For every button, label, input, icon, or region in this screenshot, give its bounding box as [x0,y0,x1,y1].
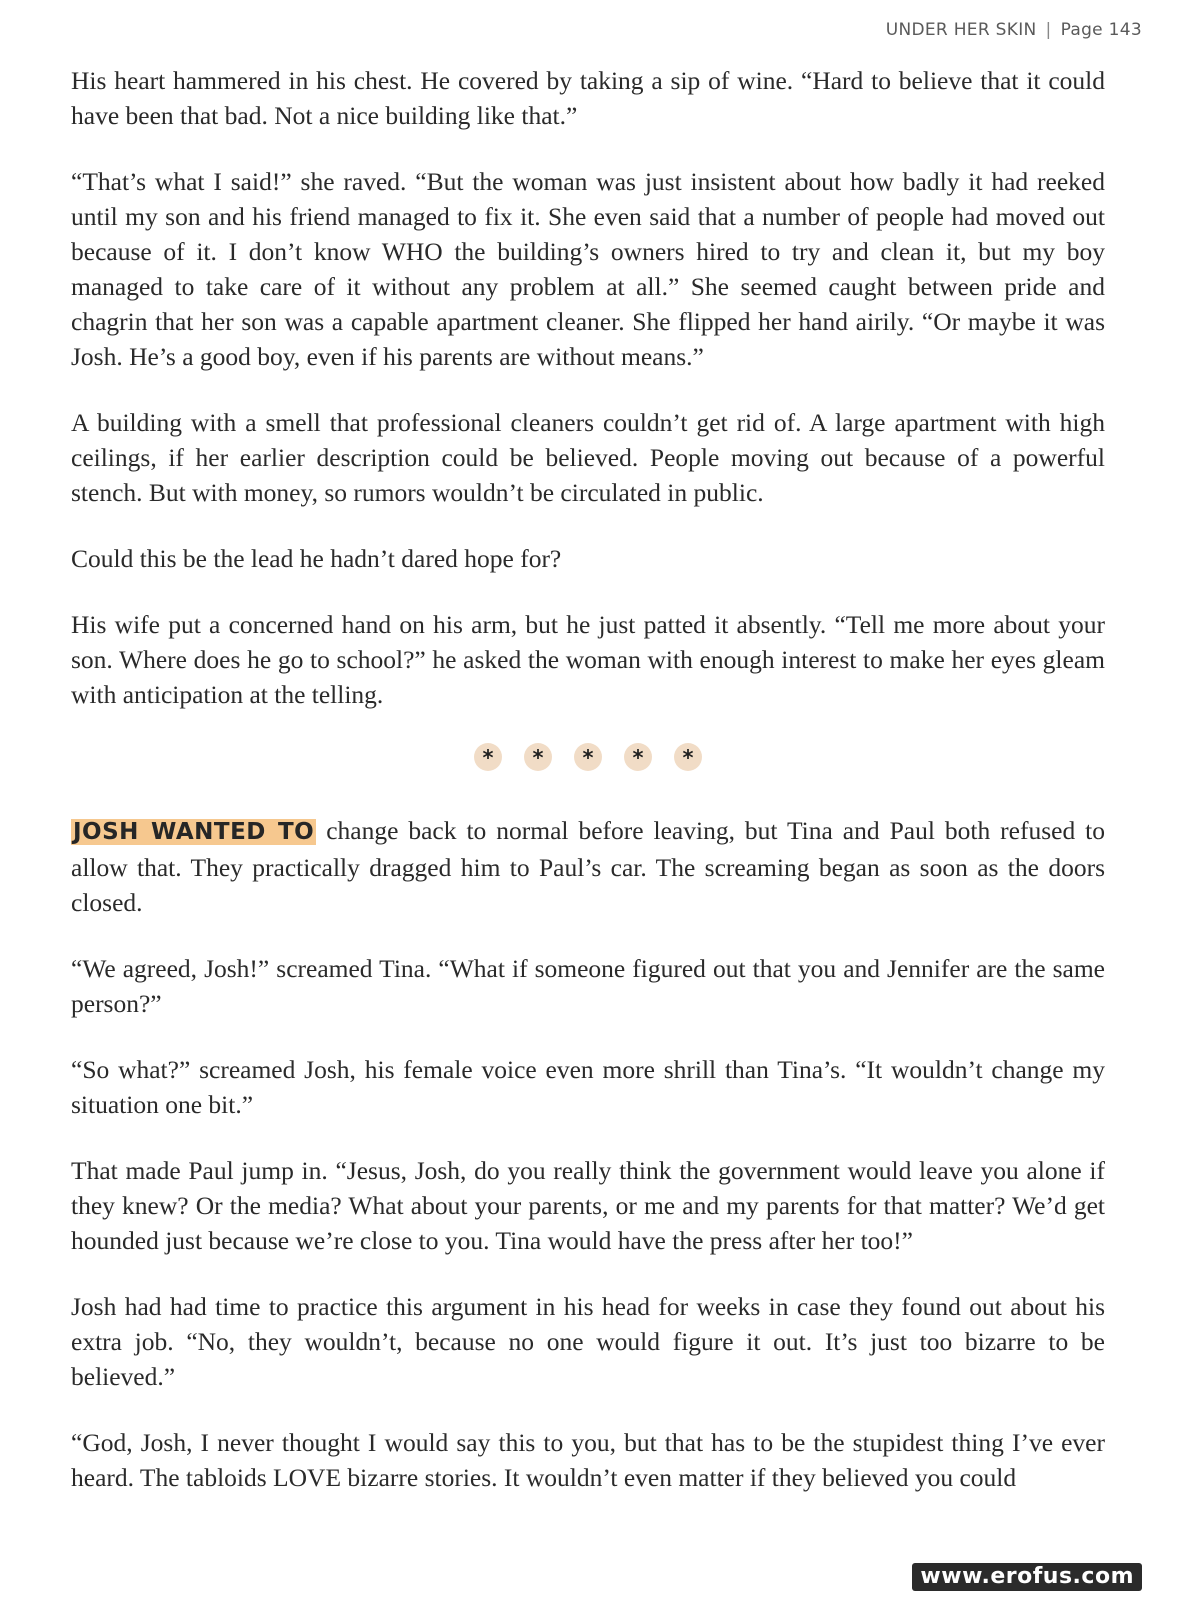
page-number: Page 143 [1060,20,1142,40]
asterisk-icon: * [624,743,652,771]
asterisk-icon: * [524,743,552,771]
page-body [71,63,1105,1526]
section-lead-in: JOSH WANTED TO [73,819,315,845]
asterisk-icon: * [674,743,702,771]
site-watermark: www.erofus.com [912,1563,1142,1591]
paragraph: Could this be the lead he hadn’t dared hope for? [71,544,562,573]
paragraph: His heart hammered in his chest. He covered by taking a sip of wine. “Hard to believe that it could have been that bad. Not a nice building like that.” [71,66,1105,130]
paragraph: “God, Josh, I never thought I would say this to you, but that has to be the stupidest thing I’ve ever heard. The tabloids LOVE bizarre stories. It wouldn’t even matter if they believed you could [71,1428,1105,1492]
paragraph: “We agreed, Josh!” screamed Tina. “What if someone figured out that you and Jennifer are the same person?” [71,954,1105,1018]
paragraph: “So what?” screamed Josh, his female voice even more shrill than Tina’s. “It wouldn’t change my situation one bit.” [71,1055,1105,1119]
paragraph: That made Paul jump in. “Jesus, Josh, do you really think the government would leave you alone if they knew? Or the media? What about your parents, or me and my parents for that matter? We’d get hounded just because we’re close to you. Tina would have the press after her too!” [71,1156,1105,1255]
paragraph: His wife put a concerned hand on his arm, but he just patted it absently. “Tell me more about your son. Where does he go to school?” he asked the woman with enough interest to make her eyes gleam with anticipation at the telling. [71,610,1105,709]
book-title: UNDER HER SKIN [885,20,1037,40]
running-header [886,20,1142,40]
section-opening-paragraph [71,813,1105,920]
scene-break-ornament [71,743,1105,771]
paragraph: Josh had had time to practice this argument in his head for weeks in case they found out about his extra job. “No, they wouldn’t, because no one would figure it out. It’s just too bizarre to be believed.” [71,1292,1105,1391]
section-opening-text: change back to normal before leaving, but Tina and Paul both refused to allow that. They practically dragged him to Paul’s car. The screaming began as soon as the doors closed. [71,816,1105,917]
asterisk-icon: * [474,743,502,771]
paragraph: “That’s what I said!” she raved. “But the woman was just insistent about how badly it had reeked until my son and his friend managed to fix it. She even said that a number of people had moved out because of it. I don’t know WHO the building’s owners hired to try and clean it, but my boy managed to take care of it without any problem at all.” She seemed caught between pride and chagrin that her son was a capable apartment cleaner. She flipped her hand airily. “Or maybe it was Josh. He’s a good boy, even if his parents are without means.” [71,167,1105,371]
paragraph: A building with a smell that professional cleaners couldn’t get rid of. A large apartment with high ceilings, if her earlier description could be believed. People moving out because of a powerful stench. But with money, so rumors wouldn’t be circulated in public. [71,408,1105,507]
header-separator: | [1045,20,1052,40]
asterisk-icon: * [574,743,602,771]
